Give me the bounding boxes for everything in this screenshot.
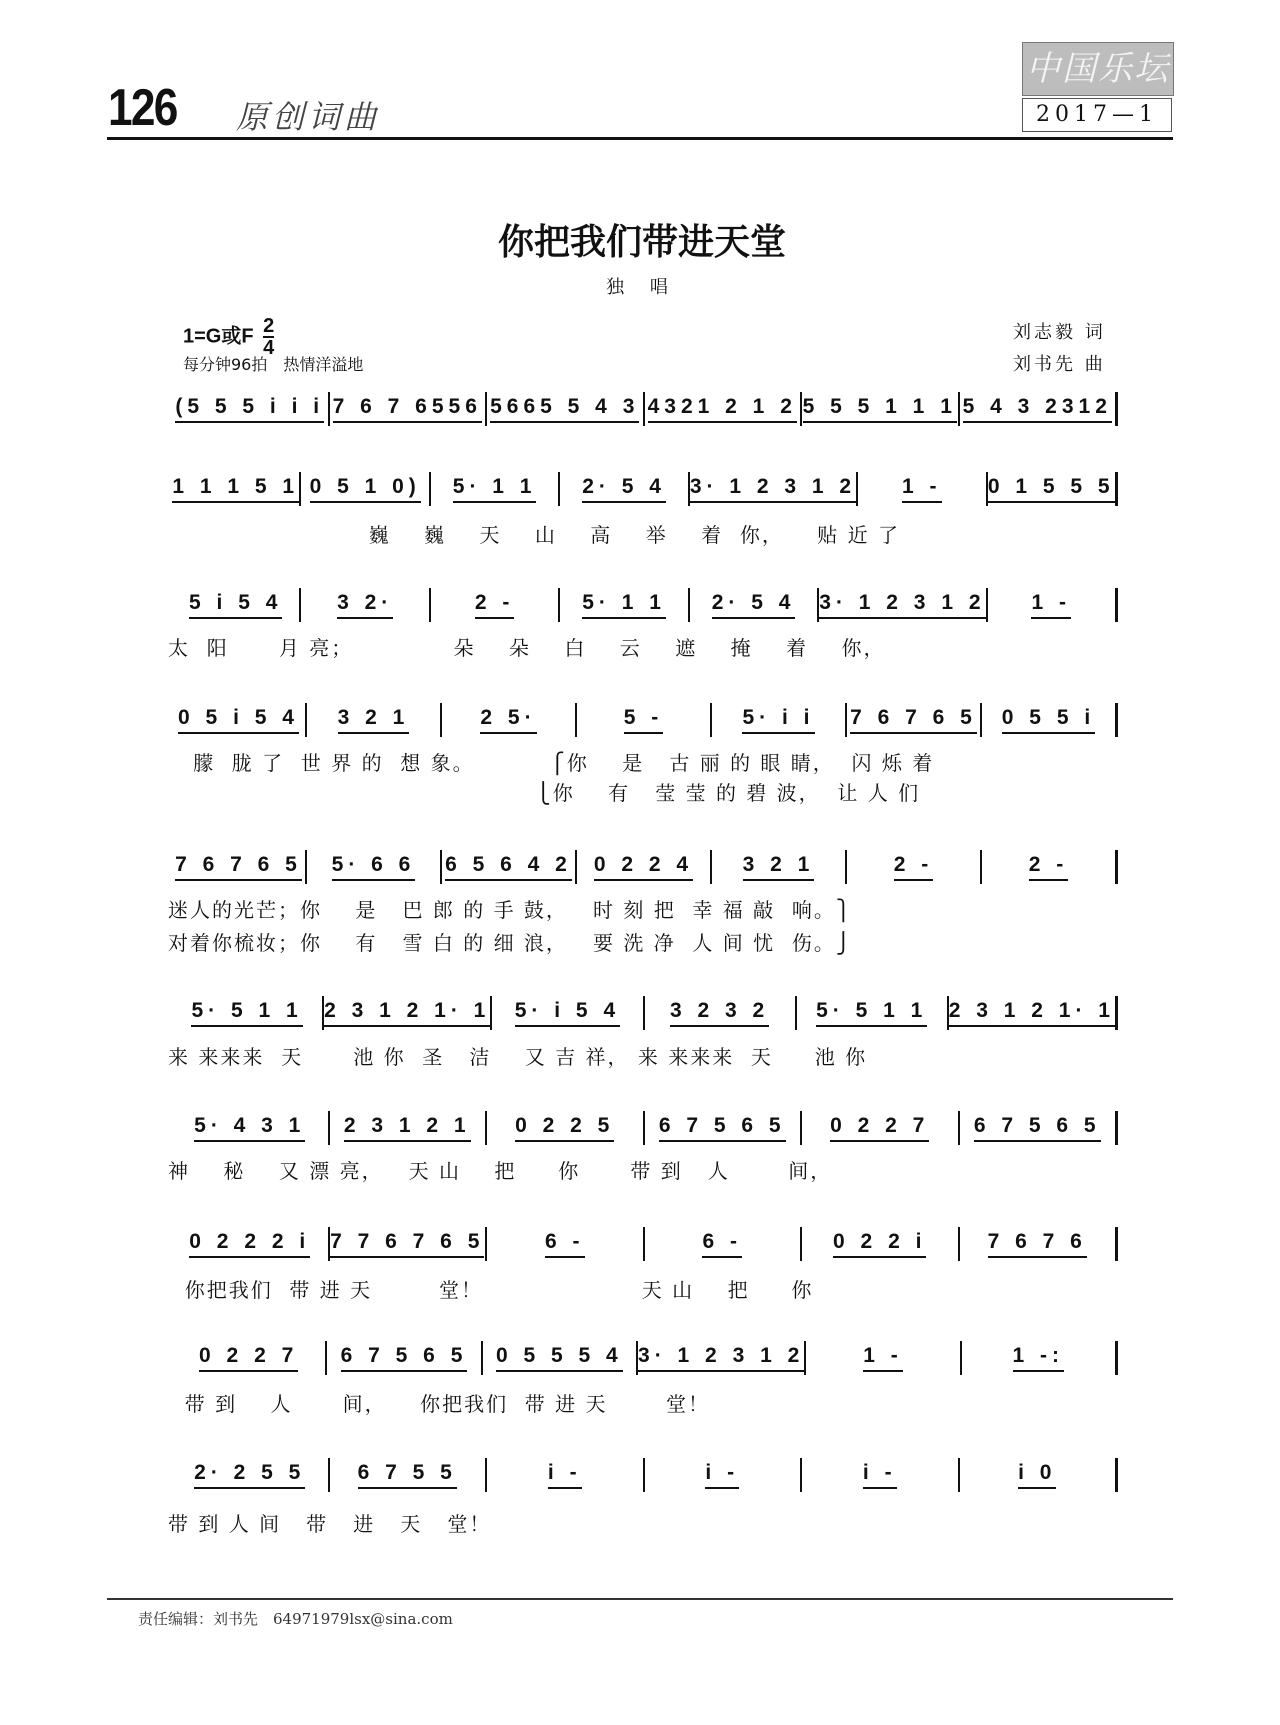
- measure: [560, 472, 689, 506]
- measure-notes: 7 6 7 6: [988, 1230, 1087, 1258]
- measure-notes: 5· i 5 4: [515, 999, 620, 1027]
- measure: [483, 1341, 638, 1375]
- measure: [645, 392, 803, 426]
- footer-rule: [107, 1598, 1173, 1600]
- lyrics-line: ⎩你 有 莹 莹 的 碧 波， 让 人 们: [168, 781, 921, 805]
- measure-notes: 1 -: [1031, 591, 1071, 619]
- measure-notes: 2· 2 5 5: [194, 1461, 305, 1489]
- composer-credit: 刘书先 曲: [1013, 354, 1106, 375]
- key-label: 1=G或F: [183, 325, 254, 348]
- measure-notes: 0 2 2 5: [515, 1114, 614, 1142]
- measure: [802, 1111, 960, 1145]
- lyrics-line: 神 秘 又 漂 亮， 天 山 把 你 带 到 人 间，: [168, 1159, 833, 1183]
- measure: [802, 1458, 960, 1492]
- measure-notes: 0 5 5 5 4: [496, 1344, 623, 1372]
- measure-notes: 6 7 5 6 5: [341, 1344, 468, 1372]
- measure-notes: 5· 5 1 1: [816, 999, 927, 1027]
- measure-notes: 3 2 1: [743, 853, 815, 881]
- measure-notes: 6 -: [702, 1230, 742, 1258]
- measure: [962, 1341, 1118, 1375]
- score-line: [172, 472, 1118, 506]
- score-line: [172, 1458, 1118, 1492]
- lyrics-line: 带 到 人 间 带 进 天 堂！: [168, 1512, 492, 1536]
- measure: [960, 1111, 1119, 1145]
- measure: [960, 1458, 1119, 1492]
- measure: [645, 1458, 803, 1492]
- measure: [960, 1227, 1119, 1261]
- measure-notes: 6 -: [545, 1230, 585, 1258]
- score-line: [172, 703, 1118, 737]
- time-numerator: 2: [263, 315, 275, 337]
- measure: [982, 703, 1118, 737]
- measure-notes: 6 7 5 6 5: [974, 1114, 1101, 1142]
- measure-notes: 0 2 2 7: [830, 1114, 929, 1142]
- tempo-marking: 每分钟96拍 热情洋溢地: [183, 355, 364, 374]
- measure: [806, 1341, 961, 1375]
- song-title: 你把我们带进天堂: [497, 222, 786, 263]
- measure-notes: 0 5 i 5 4: [178, 706, 299, 734]
- measure-notes: 0 2 2 7: [199, 1344, 298, 1372]
- measure-notes: 3· 1 2 3 1 2: [690, 475, 856, 503]
- measure: [327, 1341, 482, 1375]
- measure-notes: 1 -: [902, 475, 942, 503]
- measure: [307, 850, 442, 884]
- measure-notes: i -: [548, 1461, 582, 1489]
- measure-notes: 3 2 1: [338, 706, 410, 734]
- measure: [487, 392, 645, 426]
- measure-notes: 2 -: [1029, 853, 1069, 881]
- measure: [330, 392, 488, 426]
- lyrics-line: 巍 巍 天 山 高 举 着 你， 贴 近 了: [168, 523, 901, 547]
- measure: [847, 850, 982, 884]
- measure-notes: 7 7 6 7 6 5: [330, 1230, 484, 1258]
- measure: [712, 703, 847, 737]
- measure: [577, 703, 712, 737]
- measure: [172, 392, 330, 426]
- measure-notes: 5· 4 3 1: [194, 1114, 305, 1142]
- magazine-logo: 中国乐坛: [1022, 42, 1174, 96]
- measure-notes: 0 5 1 0): [310, 475, 421, 503]
- measure-notes: 5 -: [624, 706, 664, 734]
- measure: [442, 850, 577, 884]
- measure: [172, 703, 307, 737]
- measure: [172, 1227, 330, 1261]
- measure: [988, 588, 1118, 622]
- measure-notes: 3 2·: [337, 591, 393, 619]
- editor-credit: 责任编辑：刘书先 64971979lsx@sina.com: [138, 1610, 453, 1628]
- measure-notes: 7 6 7 6 5: [850, 706, 977, 734]
- measure: [847, 703, 982, 737]
- score-line: [172, 1227, 1118, 1261]
- time-denominator: 4: [263, 337, 275, 359]
- measure: [301, 472, 430, 506]
- measure: [645, 1111, 803, 1145]
- measure-notes: 0 1 5 5 5: [988, 475, 1115, 503]
- measure: [577, 850, 712, 884]
- measure-notes: 0 2 2 i: [833, 1230, 926, 1258]
- section-title: 原创词曲: [236, 98, 381, 136]
- lyrics-line: 你把我们 带 进 天 堂！ 天 山 把 你: [168, 1278, 814, 1302]
- measure-notes: 5 i 5 4: [189, 591, 282, 619]
- measure-notes: i 0: [1018, 1461, 1056, 1489]
- measure-notes: 5· i i: [742, 706, 814, 734]
- measure-notes: 6 5 6 4 2: [445, 853, 572, 881]
- lyricist-credit: 刘志毅 词: [1013, 322, 1106, 343]
- measure: [560, 588, 689, 622]
- measure-notes: (5 5 5 i i i: [175, 395, 324, 423]
- measure-notes: 5· 1 1: [453, 475, 537, 503]
- measure-notes: 3· 1 2 3 1 2: [819, 591, 985, 619]
- measure: [949, 996, 1118, 1030]
- measure: [172, 1458, 330, 1492]
- measure: [802, 392, 960, 426]
- measure: [690, 472, 858, 506]
- measure: [307, 703, 442, 737]
- measure-notes: 5· 1 1: [582, 591, 666, 619]
- measure: [172, 1111, 330, 1145]
- measure: [982, 850, 1118, 884]
- score-line: [172, 996, 1118, 1030]
- measure-notes: 5 5 5 1 1 1: [803, 395, 957, 423]
- measure: [487, 1111, 645, 1145]
- measure-notes: 5665 5 4 3: [490, 395, 639, 423]
- score-line: [172, 1341, 1118, 1375]
- header-rule: [107, 137, 1173, 140]
- measure-notes: 2 3 1 2 1· 1: [949, 999, 1115, 1027]
- measure-notes: 5 4 3 2312: [963, 395, 1112, 423]
- measure-notes: 2 5·: [480, 706, 536, 734]
- lyrics-line: 对着你梳妆；你 有 雪 白 的 细 浪， 要 洗 净 人 间 忧 伤。⎭: [168, 931, 853, 955]
- measure: [802, 1227, 960, 1261]
- measure: [487, 1458, 645, 1492]
- measure: [301, 588, 430, 622]
- measure: [431, 588, 560, 622]
- measure-notes: 0 5 5 i: [1002, 706, 1095, 734]
- page-number: 126: [108, 79, 177, 137]
- measure-notes: 2 3 1 2 1: [344, 1114, 471, 1142]
- measure: [487, 1227, 645, 1261]
- measure: [492, 996, 644, 1030]
- measure: [330, 1227, 488, 1261]
- measure-notes: 7 6 7 6 5: [175, 853, 302, 881]
- measure: [712, 850, 847, 884]
- measure-notes: i -: [863, 1461, 897, 1489]
- measure: [330, 1458, 488, 1492]
- measure: [797, 996, 949, 1030]
- measure-notes: 7 6 7 6556: [333, 395, 482, 423]
- measure: [172, 588, 301, 622]
- measure-notes: 2· 5 4: [582, 475, 666, 503]
- measure-notes: 3· 1 2 3 1 2: [638, 1344, 804, 1372]
- measure: [330, 1111, 488, 1145]
- song-genre: 独 唱: [606, 277, 678, 298]
- measure-notes: 0 2 2 2 i: [189, 1230, 310, 1258]
- measure-notes: 1 1 1 5 1: [172, 475, 299, 503]
- measure-notes: 0 2 2 4: [594, 853, 693, 881]
- measure-notes: 2 3 1 2 1· 1: [324, 999, 490, 1027]
- measure-notes: i -: [705, 1461, 739, 1489]
- lyrics-line: 太 阳 月 亮； 朵 朵 白 云 遮 掩 着 你，: [168, 636, 886, 660]
- measure: [645, 1227, 803, 1261]
- measure: [442, 703, 577, 737]
- measure-notes: 2· 5 4: [712, 591, 796, 619]
- measure-notes: 6 7 5 6 5: [659, 1114, 786, 1142]
- lyrics-line: 迷人的光芒；你 是 巴 郎 的 手 鼓， 时 刻 把 幸 福 敲 响。⎫: [168, 898, 853, 922]
- measure-notes: 5· 5 1 1: [191, 999, 302, 1027]
- measure-notes: 5· 6 6: [332, 853, 416, 881]
- measure: [172, 1341, 327, 1375]
- measure-notes: 6 7 5 5: [358, 1461, 457, 1489]
- measure: [858, 472, 987, 506]
- measure-notes: 2 -: [475, 591, 515, 619]
- score-line: [172, 588, 1118, 622]
- lyrics-line: 来 来来来 天 池 你 圣 洁 又 吉 祥， 来 来来来 天 池 你: [168, 1045, 868, 1069]
- score-line: [172, 392, 1118, 426]
- measure-notes: 3 2 3 2: [670, 999, 769, 1027]
- measure-notes: 2 -: [894, 853, 934, 881]
- measure: [638, 1341, 806, 1375]
- measure-notes: 1 -:: [1013, 1344, 1065, 1372]
- score-line: [172, 1111, 1118, 1145]
- measure: [690, 588, 819, 622]
- measure: [960, 392, 1119, 426]
- measure: [172, 850, 307, 884]
- issue-number: 2017—1: [1022, 98, 1172, 132]
- lyrics-line: 带 到 人 间， 你把我们 带 进 天 堂！: [168, 1392, 711, 1416]
- measure: [172, 996, 324, 1030]
- lyrics-line: 朦 胧 了 世 界 的 想 象。 ⎧你 是 古 丽 的 眼 睛， 闪 烁 着: [168, 751, 935, 775]
- measure: [172, 472, 301, 506]
- measure: [324, 996, 492, 1030]
- score-line: [172, 850, 1118, 884]
- measure: [819, 588, 987, 622]
- measure: [431, 472, 560, 506]
- measure-notes: 1 -: [863, 1344, 903, 1372]
- measure: [988, 472, 1118, 506]
- measure: [645, 996, 797, 1030]
- measure-notes: 4321 2 1 2: [648, 395, 797, 423]
